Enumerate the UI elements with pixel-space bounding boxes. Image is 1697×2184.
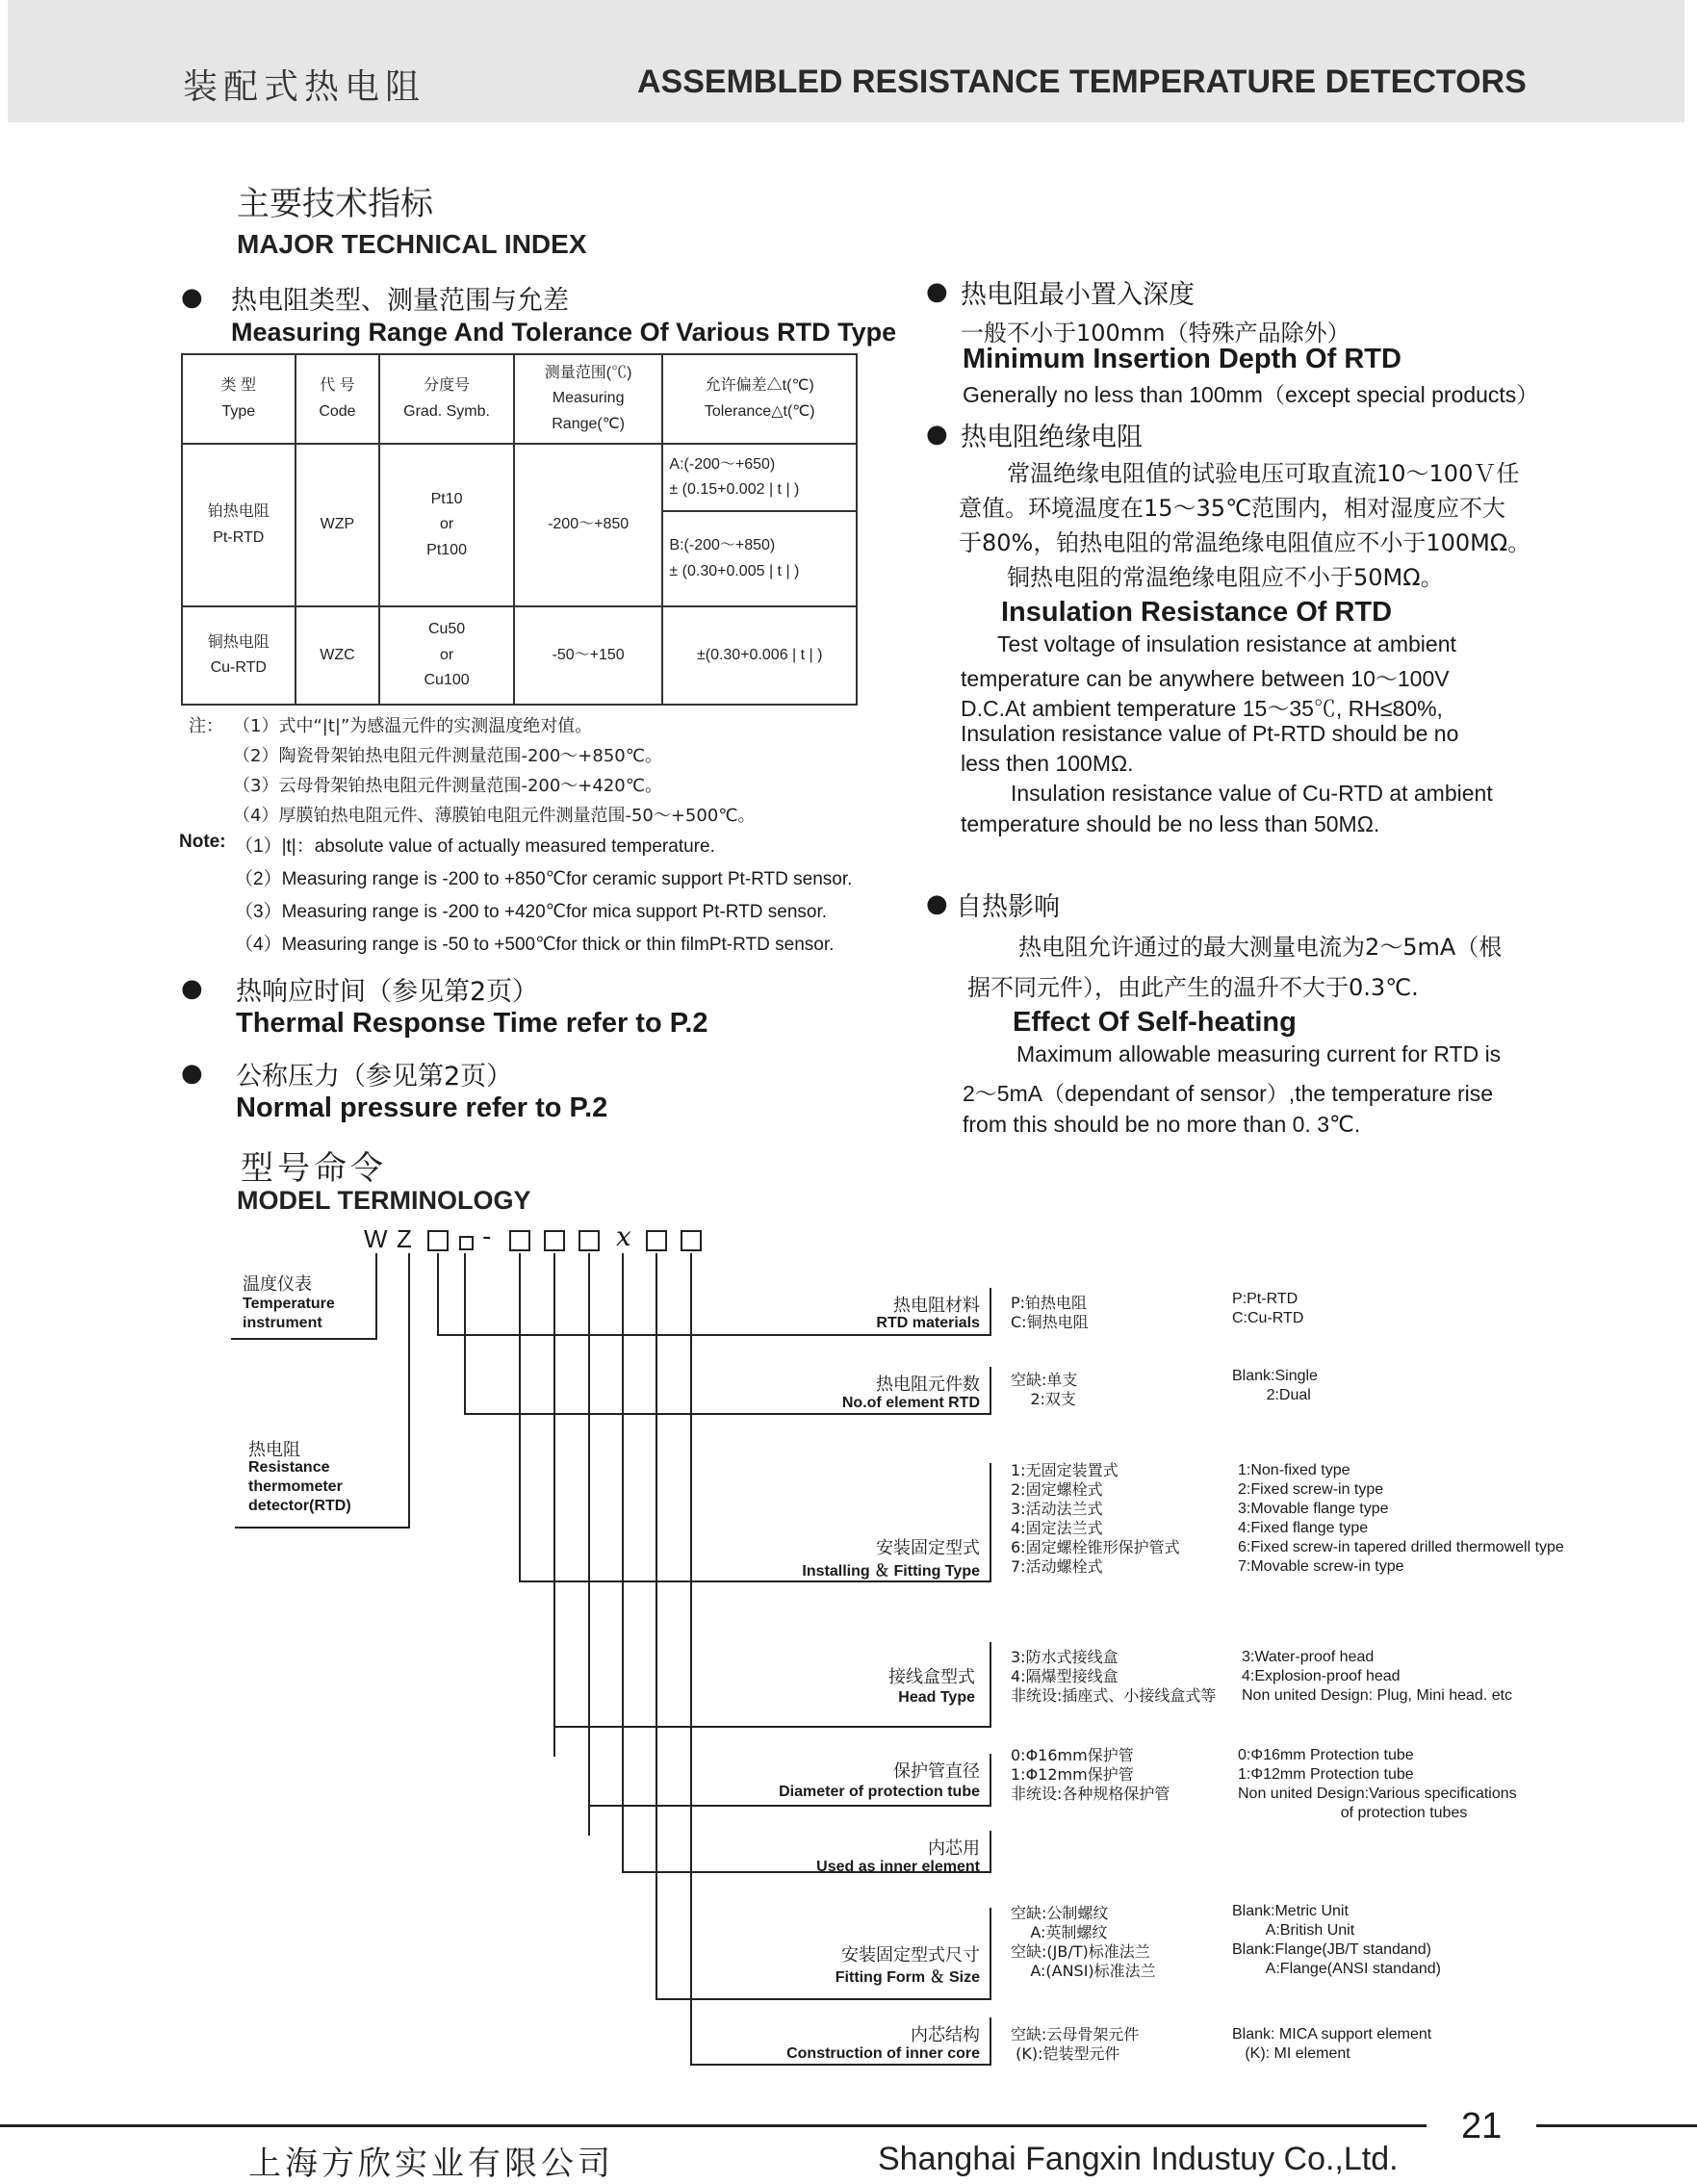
left2-en3: detector(RTD) xyxy=(248,1498,351,1514)
main-index-title-cn: 主要技术指标 xyxy=(237,185,433,223)
opt-materials-cn: P:铂热电阻 C:铜热电阻 xyxy=(1011,1294,1089,1331)
tree-line xyxy=(656,1998,991,2000)
spec-table xyxy=(181,353,858,706)
tree-line xyxy=(519,1580,991,1582)
tree-line xyxy=(990,1642,991,1728)
selfheat-cn-1: 热电阻允许通过的最大测量电流为2～5mA（根 xyxy=(1018,934,1503,961)
note-cn-2: （2）陶瓷骨架铂热电阻元件测量范围-200～+850℃。 xyxy=(233,746,662,766)
opt-core-en: Blank: MICA support element (K): MI element xyxy=(1232,2026,1432,2062)
opt-diameter-cn: 0:Φ16mm保护管 1:Φ12mm保护管 非统设:各种规格保护管 xyxy=(1011,1746,1170,1803)
selfheat-title-cn: 自热影响 xyxy=(956,892,1060,922)
note-cn-4: （4）厚膜铂热电阻元件、薄膜铂电阻元件测量范围-50～+500℃。 xyxy=(233,806,756,826)
row-materials-en: RTD materials xyxy=(876,1315,980,1331)
bullet-icon: ● xyxy=(181,283,203,312)
bullet-icon: ● xyxy=(926,277,948,306)
depth-title-cn: 热电阻最小置入深度 xyxy=(961,280,1195,310)
row-head-en: Head Type xyxy=(898,1689,975,1706)
pt-tol-a: A:(-200～+650) ± (0.15+0.002 | t | ) xyxy=(662,444,857,511)
insulation-en-3: D.C.At ambient temperature 15～35℃, RH≤80%, xyxy=(961,696,1443,721)
selfheat-title-en: Effect Of Self-heating xyxy=(1013,1007,1297,1038)
pressure-title-cn: 公称压力（参见第2页） xyxy=(236,1062,513,1092)
pt-range: -200～+850 xyxy=(514,444,663,606)
model-title-cn: 型号命令 xyxy=(241,1149,387,1188)
bullet-icon: ● xyxy=(181,1059,203,1088)
left1-cn: 温度仪表 xyxy=(243,1274,312,1295)
tree-line xyxy=(553,1726,991,1728)
tree-line xyxy=(375,1253,377,1340)
range-title-cn: 热电阻类型、测量范围与允差 xyxy=(231,286,569,316)
model-title-en: MODEL TERMINOLOGY xyxy=(237,1186,531,1215)
bullet-icon: ● xyxy=(926,889,948,918)
depth-line-cn: 一般不小于100mm（特殊产品除外） xyxy=(961,320,1350,347)
insulation-en-4: Insulation resistance value of Pt-RTD should be no xyxy=(961,721,1459,746)
pt-type: 铂热电阻 Pt-RTD xyxy=(182,444,296,606)
opt-head-en: 3:Water-proof head 4:Explosion-proof head Non united Design: Plug, Mini head. etc xyxy=(1242,1649,1513,1704)
left2-cn: 热电阻 xyxy=(248,1440,300,1460)
thermal-title-en: Thermal Response Time refer to P.2 xyxy=(236,1008,708,1039)
row-head-cn: 接线盒型式 xyxy=(888,1667,975,1687)
tree-line xyxy=(437,1334,991,1336)
tree-line xyxy=(690,2064,991,2066)
footer-rule-right xyxy=(1536,2124,1697,2127)
left2-en2: thermometer xyxy=(248,1478,343,1495)
pt-tol-b: B:(-200～+850) ± (0.30+0.005 | t | ) xyxy=(662,511,857,606)
note-en-2: （2）Measuring range is -200 to +850℃for ceramic support Pt-RTD sensor. xyxy=(235,869,853,889)
opt-size-cn: 空缺:公制螺纹 A:英制螺纹 空缺:(JB/T)标准法兰 A:(ANSI)标准法兰 xyxy=(1011,1904,1156,1980)
row-core-cn: 内芯结构 xyxy=(911,2025,980,2045)
note-label-cn: 注： xyxy=(189,716,223,736)
cu-range: -50～+150 xyxy=(514,606,663,705)
row-size-cn: 安装固定型式尺寸 xyxy=(841,1945,980,1966)
selfheat-en-3: from this should be no more than 0. 3℃. xyxy=(963,1112,1361,1137)
insulation-cn-3: 于80%，铂热电阻的常温绝缘电阻值应不小于100MΩ。 xyxy=(959,529,1531,556)
bullet-icon: ● xyxy=(926,420,948,449)
header-title-cn: 装配式热电阻 xyxy=(183,67,426,107)
insulation-en-2: temperature can be anywhere between 10～100V xyxy=(961,666,1450,691)
tree-line xyxy=(622,1253,624,1873)
code-box xyxy=(427,1230,449,1251)
tree-line xyxy=(408,1253,410,1529)
tree-line xyxy=(990,1367,991,1415)
page-number: 21 xyxy=(1461,2106,1503,2146)
tree-line xyxy=(990,1831,991,1873)
left2-en1: Resistance xyxy=(248,1459,330,1476)
note-en-4: （4）Measuring range is -50 to +500℃for thick or thin filmPt-RTD sensor. xyxy=(235,935,835,955)
opt-fitting-en: 1:Non-fixed type 2:Fixed screw-in type 3:Movable flange type 4:Fixed flange type 6:Fixed screw-in tapered drilled thermowell type 7:Movable screw-in type xyxy=(1238,1462,1564,1575)
code-mark-x: x xyxy=(616,1220,631,1252)
opt-head-cn: 3:防水式接线盒 4:隔爆型接线盒 非统设:插座式、小接线盒式等 xyxy=(1011,1648,1217,1705)
opt-elements-cn: 空缺:单支 2:双支 xyxy=(1011,1371,1078,1408)
insulation-title-cn: 热电阻绝缘电阻 xyxy=(961,423,1143,452)
row-elements-en: No.of element RTD xyxy=(841,1395,980,1411)
row-elements-cn: 热电阻元件数 xyxy=(876,1375,980,1395)
opt-elements-en: Blank:Single 2:Dual xyxy=(1232,1368,1318,1403)
opt-core-cn: 空缺:云母骨架元件 (K):铠装型元件 xyxy=(1011,2025,1140,2063)
insulation-title-en: Insulation Resistance Of RTD xyxy=(1001,597,1393,628)
tree-line xyxy=(437,1253,439,1336)
insulation-cn-2: 意值。环境温度在15～35℃范围内，相对湿度应不大 xyxy=(959,495,1506,522)
insulation-en-6: Insulation resistance value of Cu-RTD at ambient xyxy=(1011,781,1493,806)
left1-en1: Temperature xyxy=(243,1296,335,1312)
tree-line xyxy=(553,1253,555,1757)
table-header-row xyxy=(182,354,857,444)
code-box xyxy=(579,1230,600,1251)
row-diameter-cn: 保护管直径 xyxy=(893,1761,980,1782)
opt-fitting-cn: 1:无固定装置式 2:固定螺栓式 3:活动法兰式 4:固定法兰式 6:固定螺栓锥形保护管式 7:活动螺栓式 xyxy=(1011,1461,1180,1576)
th-tolerance: 允许偏差△t(℃) Tolerance△t(℃) xyxy=(662,354,857,444)
pressure-title-en: Normal pressure refer to P.2 xyxy=(236,1092,608,1123)
th-range: 测量范围(℃) Measuring Range(℃) xyxy=(514,354,663,444)
tree-line xyxy=(990,1463,991,1582)
tree-line xyxy=(464,1413,991,1415)
th-grad: 分度号 Grad. Symb. xyxy=(379,354,514,444)
bullet-icon: ● xyxy=(181,974,203,1003)
range-title-en: Measuring Range And Tolerance Of Various RTD Type xyxy=(231,318,897,347)
code-box xyxy=(681,1230,702,1251)
table-row xyxy=(182,444,857,511)
footer-company-en: Shanghai Fangxin Industuy Co.,Ltd. xyxy=(878,2141,1399,2177)
cu-grad: Cu50 or Cu100 xyxy=(379,606,514,705)
note-label-en: Note: xyxy=(179,832,226,852)
tree-line xyxy=(656,1253,657,2000)
row-core-en: Construction of inner core xyxy=(786,2045,980,2062)
table-row xyxy=(182,606,857,705)
row-fitting-cn: 安装固定型式 xyxy=(876,1538,980,1558)
selfheat-cn-2: 据不同元件），由此产生的温升不大于0.3℃. xyxy=(967,974,1419,1001)
code-dash: - xyxy=(482,1222,492,1251)
tree-line xyxy=(990,1908,991,2000)
header-title-en: ASSEMBLED RESISTANCE TEMPERATURE DETECTORS xyxy=(637,64,1527,100)
selfheat-en-1: Maximum allowable measuring current for RTD is xyxy=(1016,1041,1502,1066)
insulation-en-1: Test voltage of insulation resistance at ambient xyxy=(997,631,1456,656)
main-index-title-en: MAJOR TECHNICAL INDEX xyxy=(237,229,587,259)
row-fitting-en: Installing ＆ Fitting Type xyxy=(802,1563,980,1580)
code-box xyxy=(459,1236,474,1250)
code-letter-z: Z xyxy=(397,1224,412,1253)
note-en-3: （3）Measuring range is -200 to +420℃for mica support Pt-RTD sensor. xyxy=(235,902,828,922)
pt-code: WZP xyxy=(296,444,380,606)
selfheat-en-2: 2～5mA（dependant of sensor）,the temperature rise xyxy=(963,1081,1494,1106)
depth-title-en: Minimum Insertion Depth Of RTD xyxy=(963,344,1401,374)
cu-type: 铜热电阻 Cu-RTD xyxy=(182,606,296,705)
left1-en2: instrument xyxy=(243,1315,322,1331)
th-type: 类 型 Type xyxy=(182,354,296,444)
code-box xyxy=(509,1230,530,1251)
note-cn-3: （3）云母骨架铂热电阻元件测量范围-200～+420℃。 xyxy=(233,776,662,796)
row-inner-cn: 内芯用 xyxy=(928,1838,980,1859)
code-box xyxy=(646,1230,667,1251)
tree-line xyxy=(519,1253,521,1582)
note-cn-1: （1）式中“|t|”为感温元件的实测温度绝对值。 xyxy=(233,716,593,736)
cu-code: WZC xyxy=(296,606,380,705)
opt-materials-en: P:Pt-RTD C:Cu-RTD xyxy=(1232,1291,1304,1326)
opt-size-en: Blank:Metric Unit A:British Unit Blank:Flange(JB/T standand) A:Flange(ANSI standand) xyxy=(1232,1903,1441,1977)
tree-line xyxy=(235,1527,410,1529)
tree-line xyxy=(690,1253,692,2066)
code-box xyxy=(544,1230,565,1251)
footer-rule-left xyxy=(0,2124,1427,2127)
th-code: 代 号 Code xyxy=(296,354,380,444)
insulation-cn-1: 常温绝缘电阻值的试验电压可取直流10～100Ｖ任 xyxy=(1007,460,1520,487)
tree-line xyxy=(588,1805,991,1807)
depth-line-en: Generally no less than 100mm（except special products） xyxy=(963,382,1539,407)
pt-grad: Pt10 or Pt100 xyxy=(379,444,514,606)
tree-line xyxy=(990,2017,991,2066)
tree-line xyxy=(990,1288,991,1336)
row-size-en: Fitting Form ＆ Size xyxy=(835,1969,980,1986)
opt-diameter-en: 0:Φ16mm Protection tube 1:Φ12mm Protection tube Non united Design:Various specifications of protection tubes xyxy=(1238,1747,1517,1821)
tree-line xyxy=(990,1754,991,1807)
tree-line xyxy=(231,1338,377,1340)
row-diameter-en: Diameter of protection tube xyxy=(779,1784,980,1800)
row-inner-en: Used as inner element xyxy=(816,1859,980,1875)
thermal-title-cn: 热响应时间（参见第2页） xyxy=(236,977,539,1007)
insulation-en-5: less then 100MΩ. xyxy=(961,751,1134,776)
note-en-1: （1）|t|：absolute value of actually measured temperature. xyxy=(235,836,715,857)
insulation-en-7: temperature should be no less than 50MΩ. xyxy=(961,811,1380,836)
row-materials-cn: 热电阻材料 xyxy=(893,1296,980,1316)
tree-line xyxy=(588,1253,590,1836)
code-letter-w: W xyxy=(364,1224,388,1253)
footer-company-cn: 上海方欣实业有限公司 xyxy=(248,2145,614,2183)
insulation-cn-4: 铜热电阻的常温绝缘电阻应不小于50MΩ。 xyxy=(1007,564,1444,591)
cu-tol: ±(0.30+0.006 | t | ) xyxy=(662,606,857,705)
